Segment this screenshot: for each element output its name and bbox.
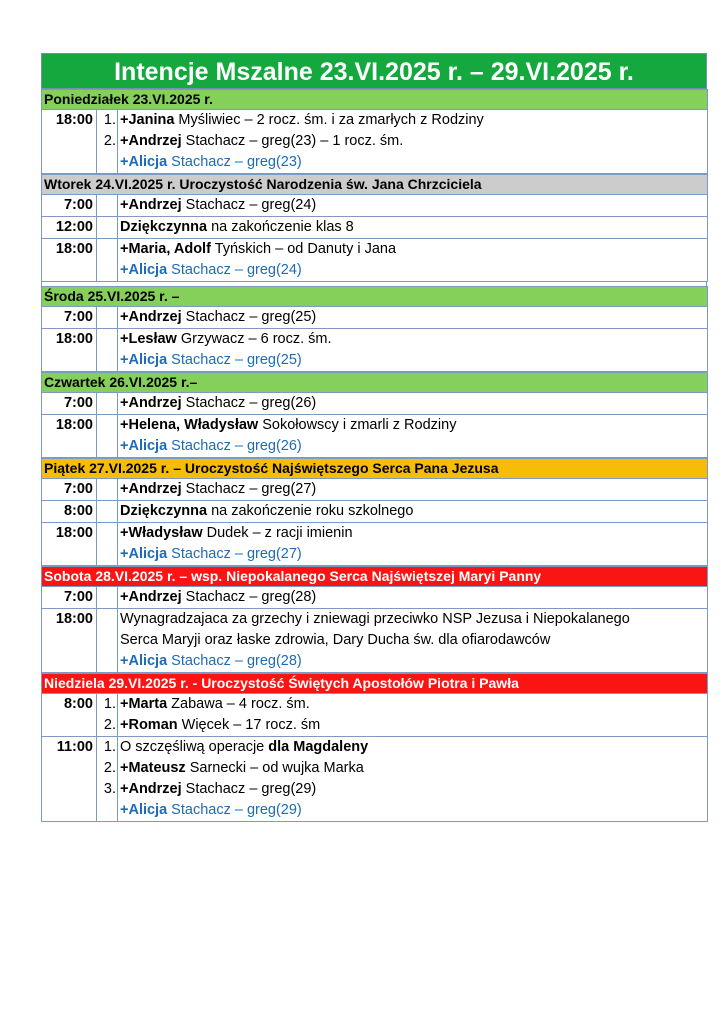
- intention-text: Stachacz – greg(27): [167, 546, 302, 562]
- intention-name: +Roman: [120, 717, 178, 733]
- intention-cell: [118, 195, 708, 217]
- mass-time: 8:00: [63, 696, 93, 712]
- intention-line: [120, 800, 707, 821]
- intention-text: Stachacz – greg(28): [167, 653, 302, 669]
- mass-time: 7:00: [63, 481, 93, 497]
- intention-text: Stachacz – greg(27): [181, 481, 317, 497]
- mass-time-cell: [42, 217, 97, 239]
- mass-row: [42, 479, 708, 501]
- intention-name: +Alicja: [120, 546, 168, 562]
- intention-number-cell: [97, 479, 118, 501]
- intention-number-cell: [97, 523, 118, 566]
- intention-number: [97, 800, 116, 821]
- intention-text: Stachacz – greg(29): [167, 802, 302, 818]
- mass-time: 7:00: [63, 589, 93, 605]
- intention-number-cell: [97, 393, 118, 415]
- mass-row: [42, 307, 708, 329]
- intention-line: [120, 152, 707, 173]
- mass-time: 12:00: [55, 219, 93, 235]
- intention-number: [97, 415, 116, 436]
- intention-name: +Andrzej: [120, 197, 182, 213]
- day-block: [41, 673, 708, 822]
- mass-time: 11:00: [56, 739, 93, 755]
- mass-time-cell: [42, 737, 97, 822]
- day-header-row: [42, 175, 708, 195]
- intention-line: [120, 260, 707, 281]
- intention-text: Stachacz – greg(23) – 1 rocz. śm.: [181, 133, 404, 149]
- intention-text: Stachacz – greg(25): [181, 309, 317, 325]
- mass-time-cell: [42, 307, 97, 329]
- intention-line: [120, 239, 707, 260]
- intention-text: Tyńskich – od Danuty i Jana: [210, 241, 397, 257]
- intention-number: [97, 587, 116, 608]
- intention-number-cell: [97, 737, 118, 822]
- intention-number: [97, 217, 116, 238]
- intention-number-cell: [97, 415, 118, 458]
- intention-number: 1.: [103, 739, 116, 755]
- mass-row: [42, 609, 708, 673]
- intention-number: 2.: [103, 717, 116, 733]
- day-heading: Niedziela 29.VI.2025 r. - Uroczystość Świętych Apostołów Piotra i Pawła: [42, 674, 708, 694]
- intention-name: +Helena, Władysław: [120, 417, 259, 433]
- mass-time: 18:00: [55, 417, 93, 433]
- day-heading: Poniedziałek 23.VI.2025 r.: [42, 90, 708, 110]
- intention-text: Wynagradzajaca za grzechy i zniewagi przeciwko NSP Jezusa i Niepokalanego: [120, 611, 630, 627]
- day-header-row: [42, 287, 708, 307]
- day-header-row: [42, 674, 708, 694]
- intention-number: [97, 544, 116, 565]
- mass-time: 8:00: [63, 503, 93, 519]
- intention-line: [120, 737, 707, 758]
- mass-time-cell: [42, 479, 97, 501]
- intention-cell: [118, 329, 708, 372]
- intention-text: Zabawa – 4 rocz. śm.: [167, 696, 310, 712]
- day-header-row: [42, 567, 708, 587]
- intention-number: [97, 350, 116, 371]
- intention-number: [97, 523, 116, 544]
- intention-name: +Alicja: [120, 653, 168, 669]
- day-heading: Środa 25.VI.2025 r. –: [42, 287, 708, 307]
- intention-number: 3.: [103, 781, 116, 797]
- intention-line: [120, 544, 707, 565]
- intention-number-cell: [97, 587, 118, 609]
- intention-text: Stachacz – greg(24): [181, 197, 317, 213]
- intention-line: [120, 651, 707, 672]
- page-title: Intencje Mszalne 23.VI.2025 r. – 29.VI.2025 r.: [41, 53, 707, 89]
- intention-name: +Andrzej: [120, 781, 182, 797]
- day-header-row: [42, 90, 708, 110]
- mass-row: [42, 195, 708, 217]
- intention-line: [120, 131, 707, 152]
- intention-number: [97, 393, 116, 414]
- intention-cell: [118, 609, 708, 673]
- intention-name: +Andrzej: [120, 395, 182, 411]
- intention-name: +Alicja: [120, 352, 168, 368]
- intention-line: [120, 195, 707, 216]
- intention-line: [120, 630, 707, 651]
- mass-row: [42, 415, 708, 458]
- intention-cell: [118, 587, 708, 609]
- intention-text: na zakończenie roku szkolnego: [207, 503, 414, 519]
- intention-cell: [118, 523, 708, 566]
- mass-row: [42, 393, 708, 415]
- mass-time: 18:00: [55, 331, 93, 347]
- intention-number-cell: [97, 501, 118, 523]
- intention-name: +Andrzej: [120, 133, 182, 149]
- intention-number: 1.: [103, 696, 116, 712]
- intention-name: Dziękczynna: [120, 503, 208, 519]
- intention-number: [97, 609, 116, 630]
- day-heading: Wtorek 24.VI.2025 r. Uroczystość Narodzenia św. Jana Chrzciciela: [42, 175, 708, 195]
- day-block: [41, 286, 708, 372]
- intention-text: Stachacz – greg(28): [181, 589, 317, 605]
- mass-time-cell: [42, 587, 97, 609]
- mass-time-cell: [42, 239, 97, 282]
- intention-text: Stachacz – greg(29): [181, 781, 317, 797]
- day-block: [41, 458, 708, 566]
- intention-number-cell: [97, 694, 118, 737]
- intention-number: 1.: [103, 112, 116, 128]
- intention-text: Grzywacz – 6 rocz. śm.: [176, 331, 332, 347]
- days-container: [41, 89, 707, 822]
- mass-time-cell: [42, 523, 97, 566]
- mass-time-cell: [42, 501, 97, 523]
- intention-text: Więcek – 17 rocz. śm: [177, 717, 321, 733]
- intention-name: +Andrzej: [120, 309, 182, 325]
- intention-cell: [118, 415, 708, 458]
- intention-text: Stachacz – greg(25): [167, 352, 302, 368]
- mass-time: 18:00: [55, 112, 93, 128]
- intention-number: [97, 501, 116, 522]
- mass-time: 18:00: [55, 241, 93, 257]
- intention-line: [120, 217, 707, 238]
- intention-line: [120, 479, 707, 500]
- intention-line: [120, 501, 707, 522]
- intention-cell: [118, 110, 708, 174]
- intention-name: +Janina: [120, 112, 175, 128]
- intention-name: +Alicja: [120, 438, 168, 454]
- intention-line: [120, 715, 707, 736]
- intention-cell: [118, 307, 708, 329]
- intention-number-cell: [97, 609, 118, 673]
- mass-time-cell: [42, 110, 97, 174]
- intention-line: [120, 694, 707, 715]
- mass-time: 18:00: [55, 611, 93, 627]
- intention-line: [120, 307, 707, 328]
- intention-number-cell: [97, 307, 118, 329]
- intention-line: [120, 329, 707, 350]
- intention-text: na zakończenie klas 8: [207, 219, 354, 235]
- intention-number: [97, 260, 116, 281]
- intention-name: +Maria, Adolf: [120, 241, 211, 257]
- mass-row: [42, 523, 708, 566]
- intention-name-suffix: dla Magdaleny: [268, 739, 369, 755]
- intention-name: +Marta: [120, 696, 168, 712]
- intention-name: +Lesław: [120, 331, 177, 347]
- intention-line: [120, 110, 707, 131]
- mass-row: [42, 587, 708, 609]
- day-header-row: [42, 459, 708, 479]
- intention-name: +Alicja: [120, 802, 168, 818]
- day-block: [41, 566, 708, 673]
- intention-cell: [118, 501, 708, 523]
- intention-number: [97, 479, 116, 500]
- day-block: [41, 174, 708, 282]
- intention-name: +Andrzej: [120, 481, 182, 497]
- mass-time: 18:00: [55, 525, 93, 541]
- intention-number: [97, 436, 116, 457]
- intention-cell: [118, 217, 708, 239]
- mass-row: [42, 329, 708, 372]
- intention-line: [120, 350, 707, 371]
- intention-text: Stachacz – greg(24): [167, 262, 302, 278]
- intention-number: [97, 307, 116, 328]
- mass-time: 7:00: [63, 197, 93, 213]
- mass-time-cell: [42, 329, 97, 372]
- intention-cell: [118, 479, 708, 501]
- mass-time-cell: [42, 694, 97, 737]
- intention-number: [97, 239, 116, 260]
- day-block: [41, 372, 708, 458]
- intention-text: Sarnecki – od wujka Marka: [185, 760, 364, 776]
- intention-cell: [118, 694, 708, 737]
- mass-time: 7:00: [63, 395, 93, 411]
- mass-row: [42, 737, 708, 822]
- intention-number: [97, 630, 116, 651]
- intention-text: O szczęśliwą operacje: [120, 739, 269, 755]
- intention-line: [120, 523, 707, 544]
- intention-line: [120, 587, 707, 608]
- intention-number: [97, 152, 116, 173]
- intention-text: Dudek – z racji imienin: [202, 525, 353, 541]
- intention-cell: [118, 239, 708, 282]
- mass-time-cell: [42, 609, 97, 673]
- intention-number: 2.: [103, 760, 116, 776]
- intention-number-cell: [97, 239, 118, 282]
- day-heading: Sobota 28.VI.2025 r. – wsp. Niepokalanego Serca Najświętszej Maryi Panny: [42, 567, 708, 587]
- intention-number-cell: [97, 329, 118, 372]
- intention-name: Dziękczynna: [120, 219, 208, 235]
- intention-line: [120, 436, 707, 457]
- intention-name: +Alicja: [120, 262, 168, 278]
- intention-line: [120, 779, 707, 800]
- mass-time-cell: [42, 393, 97, 415]
- intention-text: Sokołowscy i zmarli z Rodziny: [258, 417, 457, 433]
- intentions-sheet: [41, 53, 707, 822]
- intention-number-cell: [97, 110, 118, 174]
- mass-row: [42, 694, 708, 737]
- intention-text: Stachacz – greg(23): [167, 154, 302, 170]
- intention-line: [120, 415, 707, 436]
- intention-text: Serca Maryji oraz łaske zdrowia, Dary Ducha św. dla ofiarodawców: [120, 632, 551, 648]
- mass-row: [42, 110, 708, 174]
- mass-row: [42, 217, 708, 239]
- intention-name: +Andrzej: [120, 589, 182, 605]
- intention-number: [97, 195, 116, 216]
- intention-number: 2.: [103, 133, 116, 149]
- intention-text: Myśliwiec – 2 rocz. śm. i za zmarłych z Rodziny: [174, 112, 484, 128]
- intention-number-cell: [97, 217, 118, 239]
- intention-line: [120, 758, 707, 779]
- intention-name: +Władysław: [120, 525, 203, 541]
- day-heading: Piątek 27.VI.2025 r. – Uroczystość Najświętszego Serca Pana Jezusa: [42, 459, 708, 479]
- mass-row: [42, 239, 708, 282]
- intention-text: Stachacz – greg(26): [167, 438, 302, 454]
- intention-cell: [118, 393, 708, 415]
- intention-cell: [118, 737, 708, 822]
- intention-number: [97, 651, 116, 672]
- day-heading: Czwartek 26.VI.2025 r.–: [42, 373, 708, 393]
- mass-time: 7:00: [63, 309, 93, 325]
- day-header-row: [42, 373, 708, 393]
- intention-line: [120, 609, 707, 630]
- intention-number: [97, 329, 116, 350]
- intention-name: +Alicja: [120, 154, 168, 170]
- intention-number-cell: [97, 195, 118, 217]
- intention-line: [120, 393, 707, 414]
- day-block: [41, 89, 708, 174]
- mass-time-cell: [42, 415, 97, 458]
- mass-row: [42, 501, 708, 523]
- intention-text: Stachacz – greg(26): [181, 395, 317, 411]
- mass-time-cell: [42, 195, 97, 217]
- intention-name: +Mateusz: [120, 760, 186, 776]
